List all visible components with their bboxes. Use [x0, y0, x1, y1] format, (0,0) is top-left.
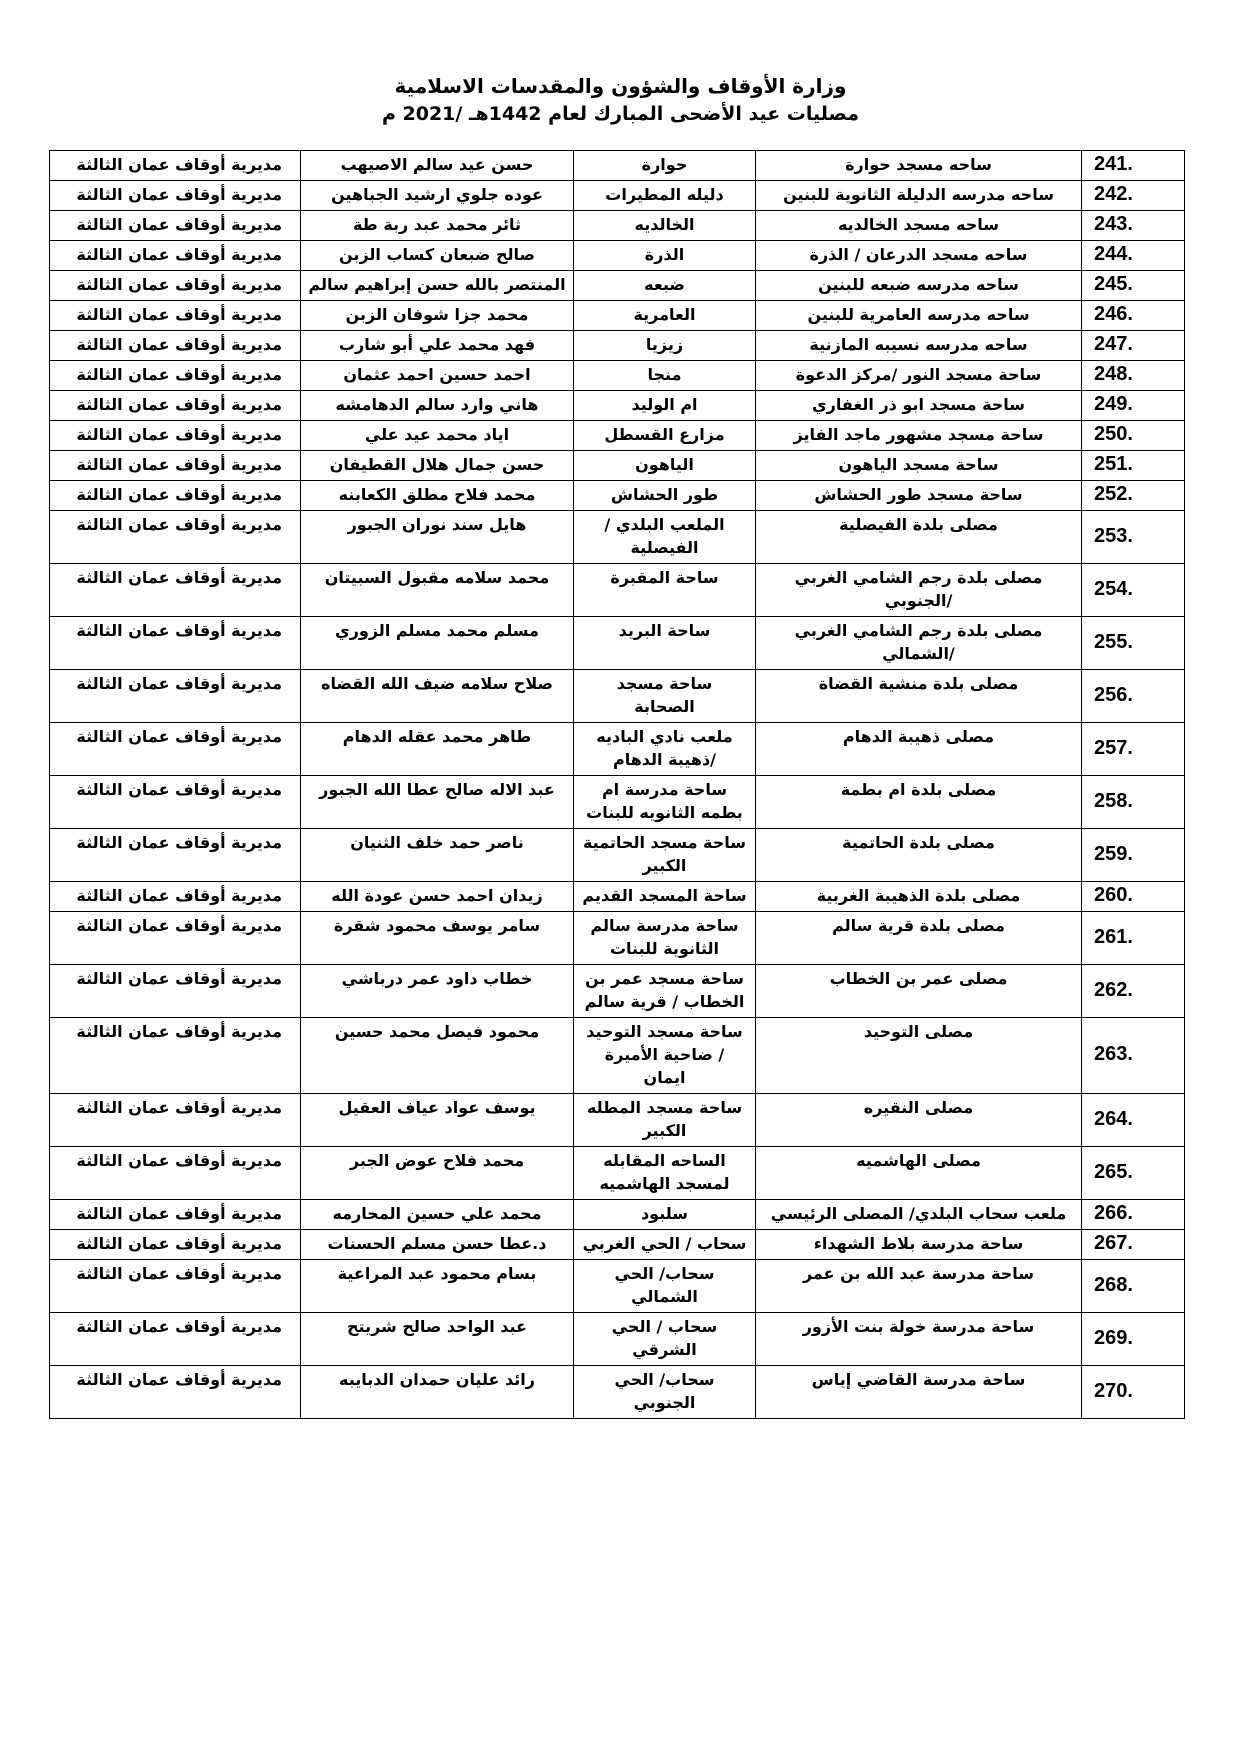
- ministry-title: وزارة الأوقاف والشؤون والمقدسات الاسلامية: [394, 74, 847, 98]
- prayer-place: مصلى ذهيبة الدهام: [756, 723, 1082, 776]
- row-number: 253.: [1082, 511, 1185, 564]
- location: سحاب / الحي الغربي: [574, 1230, 756, 1260]
- table-row: [50, 211, 1185, 241]
- location: ساحة مسجد التوحيد / ضاحية الأميرة ايمان: [574, 1018, 756, 1094]
- table-row: [50, 564, 1185, 617]
- row-number: 265.: [1082, 1147, 1185, 1200]
- row-number: 258.: [1082, 776, 1185, 829]
- table-row: [50, 670, 1185, 723]
- directorate: مديرية أوقاف عمان الثالثة: [50, 1230, 301, 1260]
- location: طور الحشاش: [574, 481, 756, 511]
- imam-name: صلاح سلامه ضيف الله القضاه: [301, 670, 574, 723]
- imam-name: عوده جلوي ارشيد الجباهين: [301, 181, 574, 211]
- prayer-place: ساحة مسجد النور /مركز الدعوة: [756, 361, 1082, 391]
- prayer-place: مصلى بلدة رجم الشامي الغربي /الجنوبي: [756, 564, 1082, 617]
- table-row: [50, 1147, 1185, 1200]
- directorate: مديرية أوقاف عمان الثالثة: [50, 421, 301, 451]
- row-number: 259.: [1082, 829, 1185, 882]
- imam-name: احمد حسين احمد عثمان: [301, 361, 574, 391]
- prayer-place: ساحة مدرسة القاضي إياس: [756, 1366, 1082, 1419]
- row-number: 264.: [1082, 1094, 1185, 1147]
- directorate: مديرية أوقاف عمان الثالثة: [50, 882, 301, 912]
- table-row: [50, 391, 1185, 421]
- row-number: 262.: [1082, 965, 1185, 1018]
- imam-name: هاني وارد سالم الدهامشه: [301, 391, 574, 421]
- location: ام الوليد: [574, 391, 756, 421]
- table-row: [50, 1366, 1185, 1419]
- imam-name: المنتصر بالله حسن إبراهيم سالم: [301, 271, 574, 301]
- prayer-place: مصلى عمر بن الخطاب: [756, 965, 1082, 1018]
- location: الساحه المقابله لمسجد الهاشميه: [574, 1147, 756, 1200]
- prayer-grounds-table: [49, 150, 1185, 1419]
- directorate: مديرية أوقاف عمان الثالثة: [50, 912, 301, 965]
- imam-name: زيدان احمد حسن عودة الله: [301, 882, 574, 912]
- directorate: مديرية أوقاف عمان الثالثة: [50, 1094, 301, 1147]
- table-row: [50, 617, 1185, 670]
- imam-name: حسن جمال هلال القطيفان: [301, 451, 574, 481]
- row-number: 248.: [1082, 361, 1185, 391]
- prayer-place: مصلى بلدة الحاتمية: [756, 829, 1082, 882]
- location: مزارع القسطل: [574, 421, 756, 451]
- row-number: 247.: [1082, 331, 1185, 361]
- prayer-place: ساحة مسجد طور الحشاش: [756, 481, 1082, 511]
- location: ساحة مسجد الصحابة: [574, 670, 756, 723]
- directorate: مديرية أوقاف عمان الثالثة: [50, 776, 301, 829]
- location: سلبود: [574, 1200, 756, 1230]
- row-number: 254.: [1082, 564, 1185, 617]
- imam-name: رائد عليان حمدان الدبايبه: [301, 1366, 574, 1419]
- imam-name: عبد الواحد صالح شريتح: [301, 1313, 574, 1366]
- directorate: مديرية أوقاف عمان الثالثة: [50, 1018, 301, 1094]
- imam-name: صالح ضبعان كساب الزبن: [301, 241, 574, 271]
- location: الخالديه: [574, 211, 756, 241]
- imam-name: يوسف عواد عياف العقيل: [301, 1094, 574, 1147]
- table-row: [50, 451, 1185, 481]
- document-subtitle: مصليات عيد الأضحى المبارك لعام 1442هـ /2021 م: [381, 103, 860, 125]
- location: الياهون: [574, 451, 756, 481]
- prayer-place: مصلى بلدة منشية القضاة: [756, 670, 1082, 723]
- directorate: مديرية أوقاف عمان الثالثة: [50, 723, 301, 776]
- prayer-place: ساحة مسجد ابو ذر الغفاري: [756, 391, 1082, 421]
- row-number: 269.: [1082, 1313, 1185, 1366]
- row-number: 246.: [1082, 301, 1185, 331]
- location: ضبعه: [574, 271, 756, 301]
- table-row: [50, 241, 1185, 271]
- row-number: 255.: [1082, 617, 1185, 670]
- location: ساحة البريد: [574, 617, 756, 670]
- location: سحاب / الحي الشرقي: [574, 1313, 756, 1366]
- directorate: مديرية أوقاف عمان الثالثة: [50, 1313, 301, 1366]
- prayer-place: مصلى بلدة الفيصلية: [756, 511, 1082, 564]
- location: ساحة مدرسة ام بطمه الثانويه للبنات: [574, 776, 756, 829]
- prayer-place: مصلى النقيره: [756, 1094, 1082, 1147]
- table-row: [50, 181, 1185, 211]
- directorate: مديرية أوقاف عمان الثالثة: [50, 1147, 301, 1200]
- table-row: [50, 776, 1185, 829]
- row-number: 252.: [1082, 481, 1185, 511]
- table-body: [50, 151, 1185, 1419]
- table-row: [50, 1260, 1185, 1313]
- directorate: مديرية أوقاف عمان الثالثة: [50, 181, 301, 211]
- location: ملعب نادي الباديه /ذهيبة الدهام: [574, 723, 756, 776]
- document-header: [0, 72, 1241, 128]
- table-row: [50, 829, 1185, 882]
- directorate: مديرية أوقاف عمان الثالثة: [50, 1200, 301, 1230]
- imam-name: عبد الاله صالح عطا الله الجبور: [301, 776, 574, 829]
- row-number: 245.: [1082, 271, 1185, 301]
- table-row: [50, 882, 1185, 912]
- location: ساحة مسجد المطله الكبير: [574, 1094, 756, 1147]
- prayer-place: ساحة مدرسة بلاط الشهداء: [756, 1230, 1082, 1260]
- imam-name: فهد محمد علي أبو شارب: [301, 331, 574, 361]
- directorate: مديرية أوقاف عمان الثالثة: [50, 241, 301, 271]
- imam-name: خطاب داود عمر درباشي: [301, 965, 574, 1018]
- location: سحاب/ الحي الجنوبي: [574, 1366, 756, 1419]
- location: الملعب البلدي / الفيصلية: [574, 511, 756, 564]
- table-row: [50, 421, 1185, 451]
- row-number: 244.: [1082, 241, 1185, 271]
- table-row: [50, 361, 1185, 391]
- directorate: مديرية أوقاف عمان الثالثة: [50, 301, 301, 331]
- prayer-place: ساحه مدرسه الدليلة الثانوية للبنين: [756, 181, 1082, 211]
- directorate: مديرية أوقاف عمان الثالثة: [50, 271, 301, 301]
- imam-name: مسلم محمد مسلم الزوري: [301, 617, 574, 670]
- table-row: [50, 965, 1185, 1018]
- directorate: مديرية أوقاف عمان الثالثة: [50, 391, 301, 421]
- imam-name: حسن عيد سالم الاصيهب: [301, 151, 574, 181]
- directorate: مديرية أوقاف عمان الثالثة: [50, 331, 301, 361]
- row-number: 256.: [1082, 670, 1185, 723]
- directorate: مديرية أوقاف عمان الثالثة: [50, 211, 301, 241]
- imam-name: محمود فيصل محمد حسين: [301, 1018, 574, 1094]
- row-number: 250.: [1082, 421, 1185, 451]
- row-number: 268.: [1082, 1260, 1185, 1313]
- location: العامرية: [574, 301, 756, 331]
- directorate: مديرية أوقاف عمان الثالثة: [50, 670, 301, 723]
- directorate: مديرية أوقاف عمان الثالثة: [50, 151, 301, 181]
- table-row: [50, 301, 1185, 331]
- location: الذرة: [574, 241, 756, 271]
- prayer-place: ساحه مدرسه العامرية للبنين: [756, 301, 1082, 331]
- prayer-place: مصلى بلدة رجم الشامي الغربي /الشمالي: [756, 617, 1082, 670]
- row-number: 267.: [1082, 1230, 1185, 1260]
- location: دليله المطيرات: [574, 181, 756, 211]
- table-row: [50, 723, 1185, 776]
- table-row: [50, 1094, 1185, 1147]
- prayer-place: ساحه مسجد الخالديه: [756, 211, 1082, 241]
- directorate: مديرية أوقاف عمان الثالثة: [50, 829, 301, 882]
- imam-name: سامر يوسف محمود شقرة: [301, 912, 574, 965]
- prayer-place: ساحة مدرسة عبد الله بن عمر: [756, 1260, 1082, 1313]
- imam-name: هايل سند نوران الجبور: [301, 511, 574, 564]
- row-number: 249.: [1082, 391, 1185, 421]
- table-row: [50, 511, 1185, 564]
- prayer-place: ساحه مدرسه نسيبه المازنية: [756, 331, 1082, 361]
- prayer-place: ساحة مسجد الياهون: [756, 451, 1082, 481]
- prayer-place: ساحه مسجد حوارة: [756, 151, 1082, 181]
- prayer-place: مصلى بلدة ام بطمة: [756, 776, 1082, 829]
- row-number: 243.: [1082, 211, 1185, 241]
- location: ساحة المقبرة: [574, 564, 756, 617]
- prayer-place: ساحه مدرسه ضبعه للبنين: [756, 271, 1082, 301]
- imam-name: محمد علي حسين المحارمه: [301, 1200, 574, 1230]
- imam-name: محمد فلاح عوض الجبر: [301, 1147, 574, 1200]
- table-row: [50, 271, 1185, 301]
- imam-name: محمد فلاح مطلق الكعابنه: [301, 481, 574, 511]
- table-row: [50, 1200, 1185, 1230]
- location: سحاب/ الحي الشمالي: [574, 1260, 756, 1313]
- prayer-place: ساحة مسجد مشهور ماجد الفايز: [756, 421, 1082, 451]
- location: زيزيا: [574, 331, 756, 361]
- row-number: 260.: [1082, 882, 1185, 912]
- directorate: مديرية أوقاف عمان الثالثة: [50, 1260, 301, 1313]
- table-row: [50, 151, 1185, 181]
- imam-name: اياد محمد عيد علي: [301, 421, 574, 451]
- row-number: 257.: [1082, 723, 1185, 776]
- prayer-place: مصلى بلدة قرية سالم: [756, 912, 1082, 965]
- table-row: [50, 331, 1185, 361]
- table-row: [50, 1313, 1185, 1366]
- prayer-place: ساحة مدرسة خولة بنت الأزور: [756, 1313, 1082, 1366]
- directorate: مديرية أوقاف عمان الثالثة: [50, 361, 301, 391]
- location: منجا: [574, 361, 756, 391]
- imam-name: ناصر حمد خلف الثنيان: [301, 829, 574, 882]
- directorate: مديرية أوقاف عمان الثالثة: [50, 564, 301, 617]
- imam-name: محمد سلامه مقبول السبيتان: [301, 564, 574, 617]
- directorate: مديرية أوقاف عمان الثالثة: [50, 451, 301, 481]
- directorate: مديرية أوقاف عمان الثالثة: [50, 1366, 301, 1419]
- prayer-place: مصلى التوحيد: [756, 1018, 1082, 1094]
- location: حوارة: [574, 151, 756, 181]
- row-number: 261.: [1082, 912, 1185, 965]
- imam-name: ثائر محمد عبد ربة طة: [301, 211, 574, 241]
- prayer-place: ملعب سحاب البلدي/ المصلى الرئيسي: [756, 1200, 1082, 1230]
- table-row: [50, 912, 1185, 965]
- row-number: 263.: [1082, 1018, 1185, 1094]
- prayer-place: ساحه مسجد الدرعان / الذرة: [756, 241, 1082, 271]
- imam-name: طاهر محمد عقله الدهام: [301, 723, 574, 776]
- row-number: 251.: [1082, 451, 1185, 481]
- prayer-place: مصلى بلدة الذهيبة الغربية: [756, 882, 1082, 912]
- directorate: مديرية أوقاف عمان الثالثة: [50, 965, 301, 1018]
- location: ساحة مدرسة سالم الثانوية للبنات: [574, 912, 756, 965]
- location: ساحة مسجد الحاتمية الكبير: [574, 829, 756, 882]
- prayer-place: مصلى الهاشميه: [756, 1147, 1082, 1200]
- row-number: 266.: [1082, 1200, 1185, 1230]
- location: ساحة المسجد القديم: [574, 882, 756, 912]
- row-number: 242.: [1082, 181, 1185, 211]
- directorate: مديرية أوقاف عمان الثالثة: [50, 481, 301, 511]
- row-number: 270.: [1082, 1366, 1185, 1419]
- imam-name: بسام محمود عبد المراعية: [301, 1260, 574, 1313]
- table-row: [50, 1018, 1185, 1094]
- directorate: مديرية أوقاف عمان الثالثة: [50, 617, 301, 670]
- imam-name: محمد جزا شوفان الزبن: [301, 301, 574, 331]
- row-number: 241.: [1082, 151, 1185, 181]
- imam-name: د.عطا حسن مسلم الحسنات: [301, 1230, 574, 1260]
- directorate: مديرية أوقاف عمان الثالثة: [50, 511, 301, 564]
- location: ساحة مسجد عمر بن الخطاب / قرية سالم: [574, 965, 756, 1018]
- table-row: [50, 1230, 1185, 1260]
- table-row: [50, 481, 1185, 511]
